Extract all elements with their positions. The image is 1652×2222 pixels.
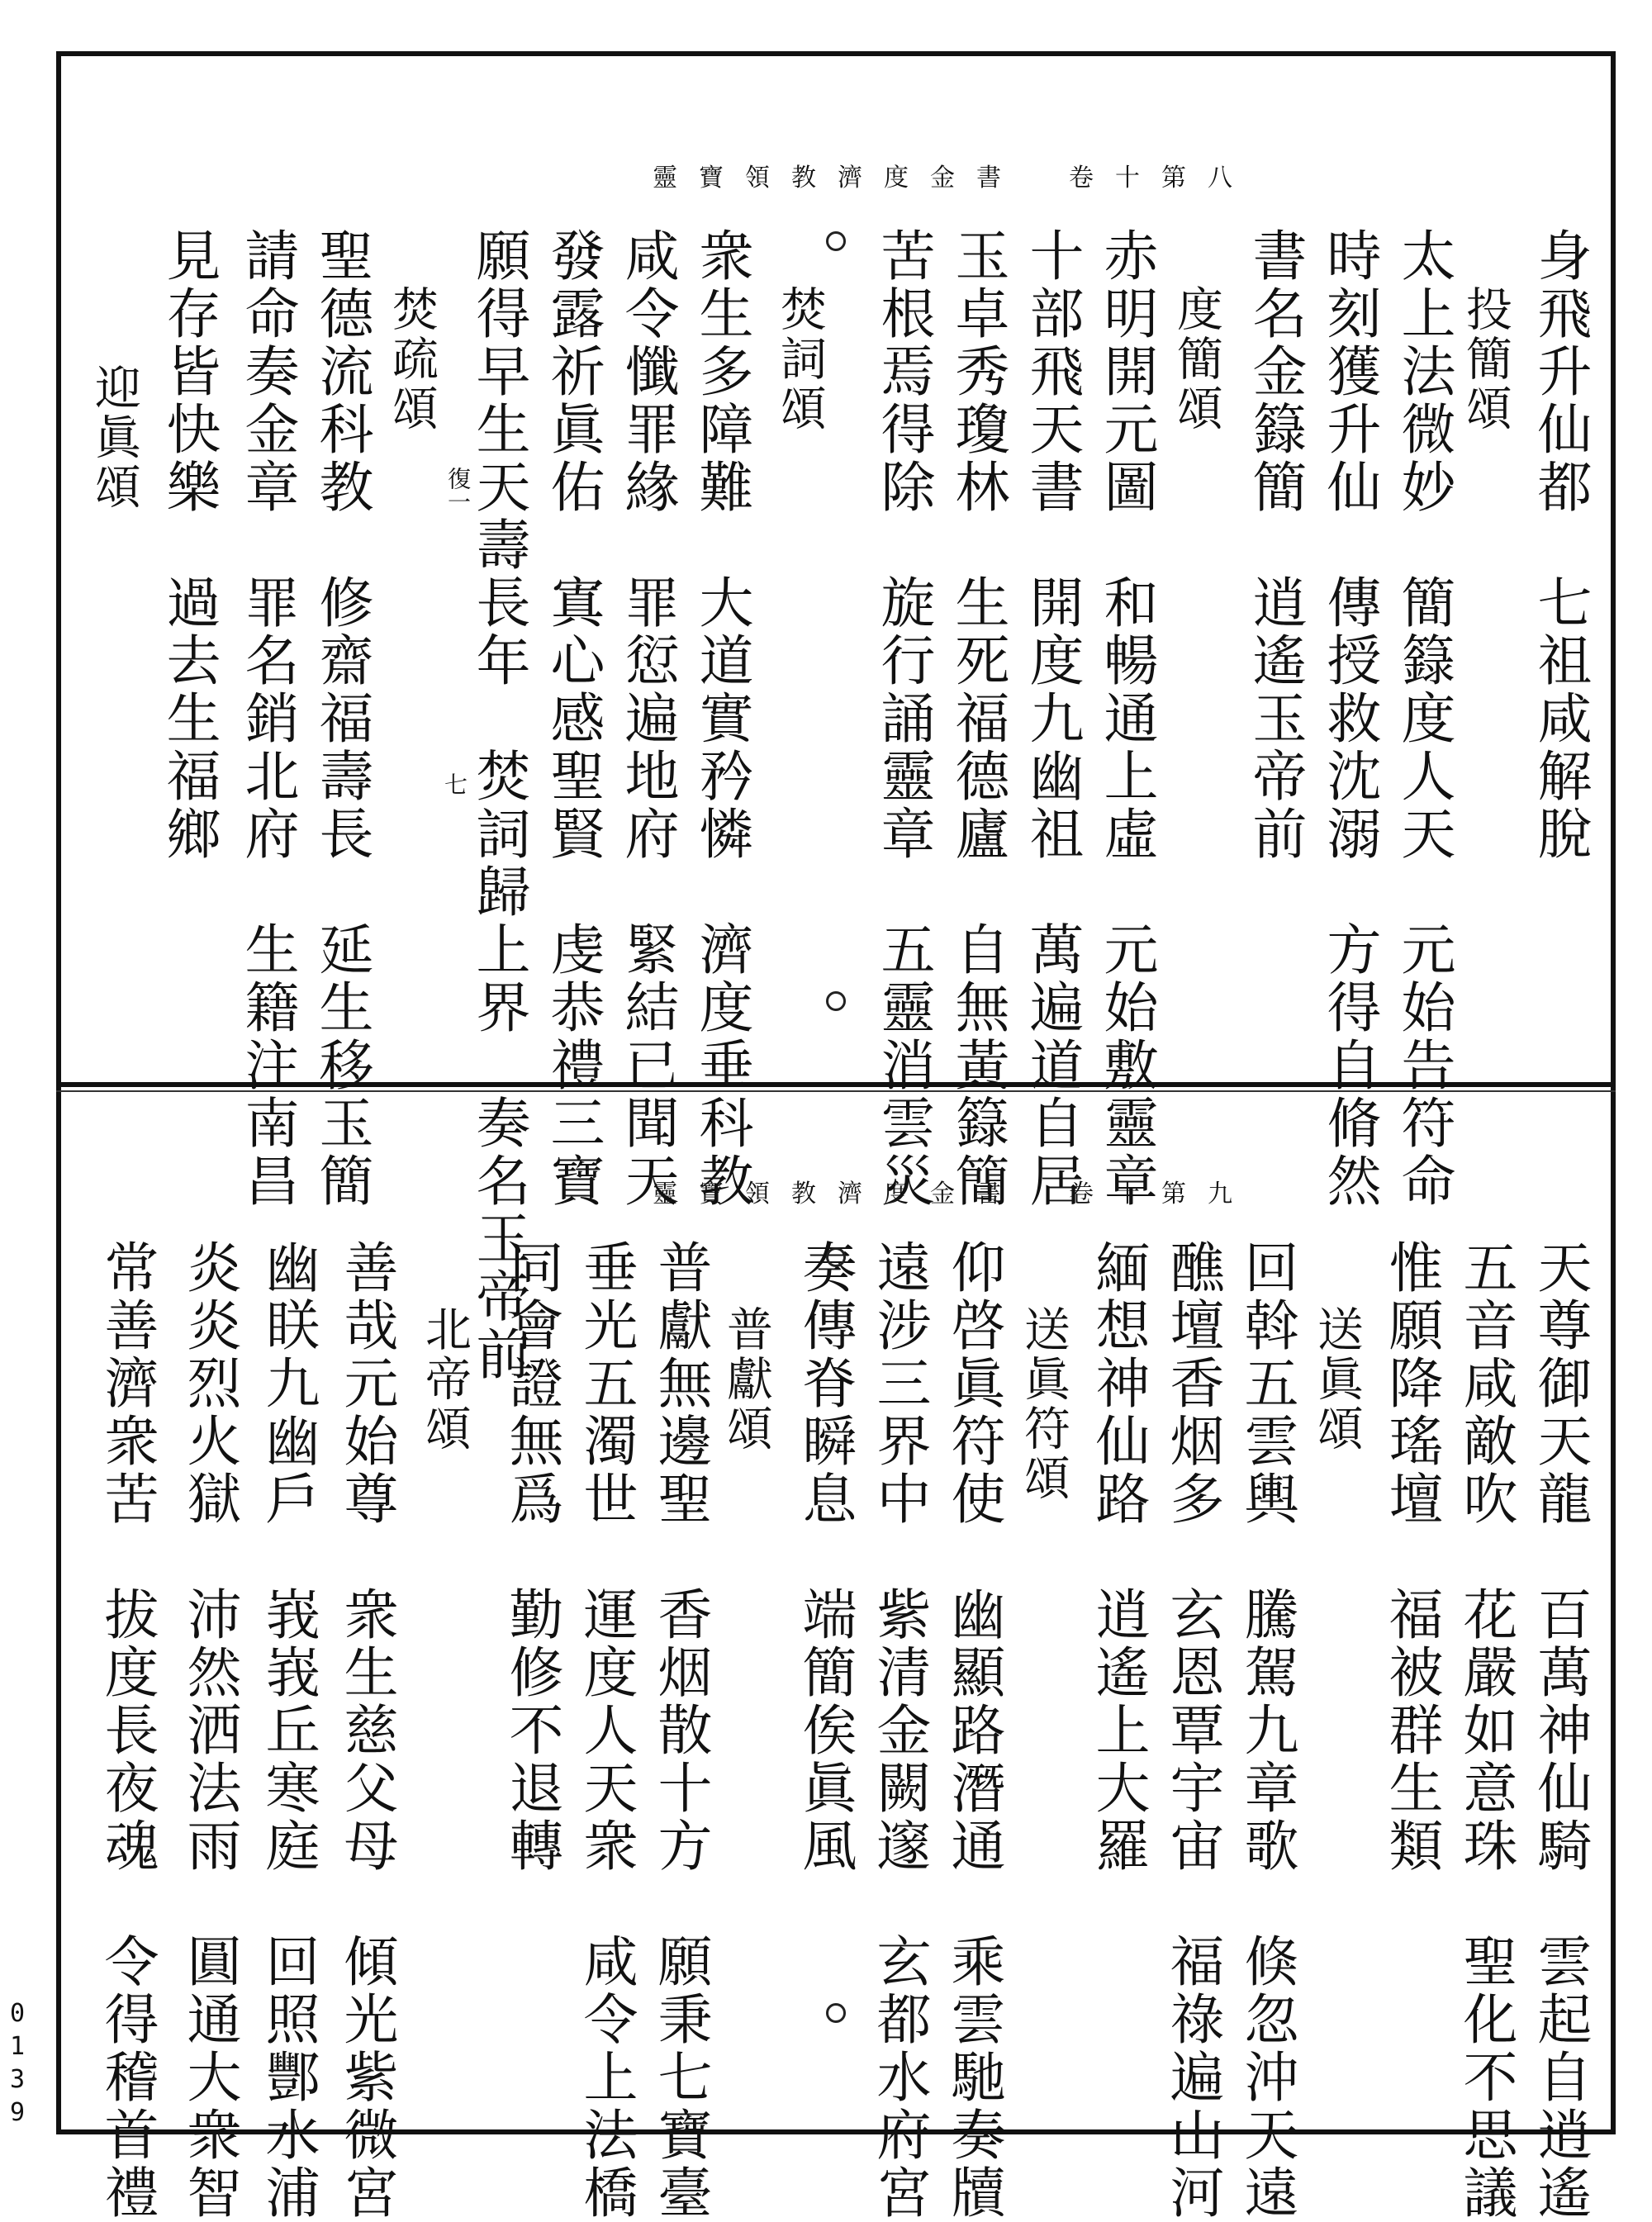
bottom-column: 炎炎烈火獄 沛然洒法雨 圓通大衆智 (178, 1239, 241, 2222)
bottom-column: 五音咸敵吹 花嚴如意珠 聖化不思議 (1454, 1239, 1517, 2222)
top-column: 苦根焉得除 旋行誦靈章 五靈消雲災 (871, 227, 935, 1210)
top-margin-note: 復一 (444, 467, 472, 513)
bottom-column: 普獻無邊聖 香烟散十方 願秉七寶臺 (648, 1239, 712, 2222)
top-column: 請命奏金章 罪名銷北府 生籍注南昌 (235, 227, 299, 1210)
page-number (5, 1997, 30, 2129)
bottom-column: 緬想神仙路 逍遙上大羅 (1086, 1239, 1150, 1875)
top-column: 書名金籙簡 逍遙玉帝前 (1243, 227, 1307, 863)
bottom-section-title: 送眞符頌 (1017, 1305, 1070, 1503)
bottom-column: 常善濟衆苦 拔度長夜魂 令得稽首禮 (95, 1239, 159, 2222)
bottom-column: 惟願降瑤壇 福被群生類 (1379, 1239, 1443, 1875)
top-column: 身飛升仙都 七祖咸解脫 (1528, 227, 1592, 863)
top-section-title: 迎眞頌 (88, 363, 141, 512)
bottom-column: 垂光五濁世 運度人天衆 咸令上法橋 (574, 1239, 638, 2222)
page-number-digit: 0 (9, 1999, 26, 2028)
top-column: 衆生多障難 大道實矜憐 濟度垂科教 (690, 227, 753, 1210)
circle-mark (826, 2003, 846, 2023)
circle-mark (826, 231, 846, 251)
bottom-running-header: 靈寶領教濟度金書 卷十第九 (653, 1180, 1254, 1208)
top-column: 願得早生天壽長年 焚詞歸上界 奏名玉帝前 (467, 227, 530, 1384)
page-number-digit: 9 (9, 2098, 26, 2127)
top-column: 太上法微妙 簡籙度人天 元始告符命 (1392, 227, 1455, 1210)
top-section-title: 投簡頌 (1459, 285, 1512, 434)
bottom-column: 天尊御天龍 百萬神仙騎 雲起自逍遙 (1528, 1239, 1592, 2222)
top-column: 見存皆快樂 過去生福鄉 (157, 227, 221, 863)
bottom-column: 同會證無爲 勤修不退轉 (500, 1239, 563, 1875)
bottom-section-title: 普獻頌 (719, 1305, 773, 1454)
top-section-title: 度簡頌 (1170, 285, 1223, 434)
top-margin-note: 七 (441, 772, 468, 795)
top-column: 咸令懺罪緣 罪愆遍地府 緊結已聞天 (615, 227, 679, 1210)
top-column: 玉卓秀瓊林 生死福德廬 自無黃籙簡 (946, 227, 1009, 1210)
bottom-section-title: 北帝頌 (418, 1305, 472, 1454)
top-section-title: 焚詞頌 (773, 285, 827, 434)
top-column: 十部飛天書 開度九幽祖 萬遍道自居 (1020, 227, 1084, 1210)
bottom-column: 奏傳脊瞬息 端簡俟眞風 (793, 1239, 857, 1875)
bottom-column: 回斡五雲輿 騰駕九章歌 倏忽沖天遠 (1235, 1239, 1298, 2222)
bottom-column: 善哉元始尊 衆生慈父母 傾光紫微宮 (335, 1239, 398, 2222)
page-number-digit: 3 (9, 2065, 26, 2094)
circle-mark (826, 991, 846, 1011)
circle-mark (826, 1247, 846, 1267)
bottom-column: 幽眹九幽戶 峩峩丘寒庭 回照酆水浦 (256, 1239, 320, 2222)
bottom-column: 仰啓眞符使 幽顯路潛通 乘雲馳奏牘 (942, 1239, 1005, 2222)
top-section-title: 焚疏頌 (385, 285, 439, 434)
bottom-column: 醮壇香烟多 玄恩覃宇宙 福祿遍山河 (1161, 1239, 1224, 2222)
bottom-section-title: 送眞頌 (1310, 1305, 1364, 1454)
top-column: 時刻獲升仙 傳授救沈溺 方得自脩然 (1317, 227, 1381, 1210)
top-running-header: 靈寶領教濟度金書 卷十第八 (653, 164, 1254, 192)
top-column: 聖德流科教 修齋福壽長 延生移玉簡 (310, 227, 373, 1210)
bottom-column: 遠涉三界中 紫清金闕邃 玄都水府宮 (867, 1239, 931, 2222)
page-number-digit: 1 (9, 2032, 26, 2061)
top-column: 赤明開元圖 和暢通上虛 元始敷靈章 (1094, 227, 1158, 1210)
top-column: 發露祈眞佑 寘心感聖賢 虔恭禮三寶 (541, 227, 605, 1210)
